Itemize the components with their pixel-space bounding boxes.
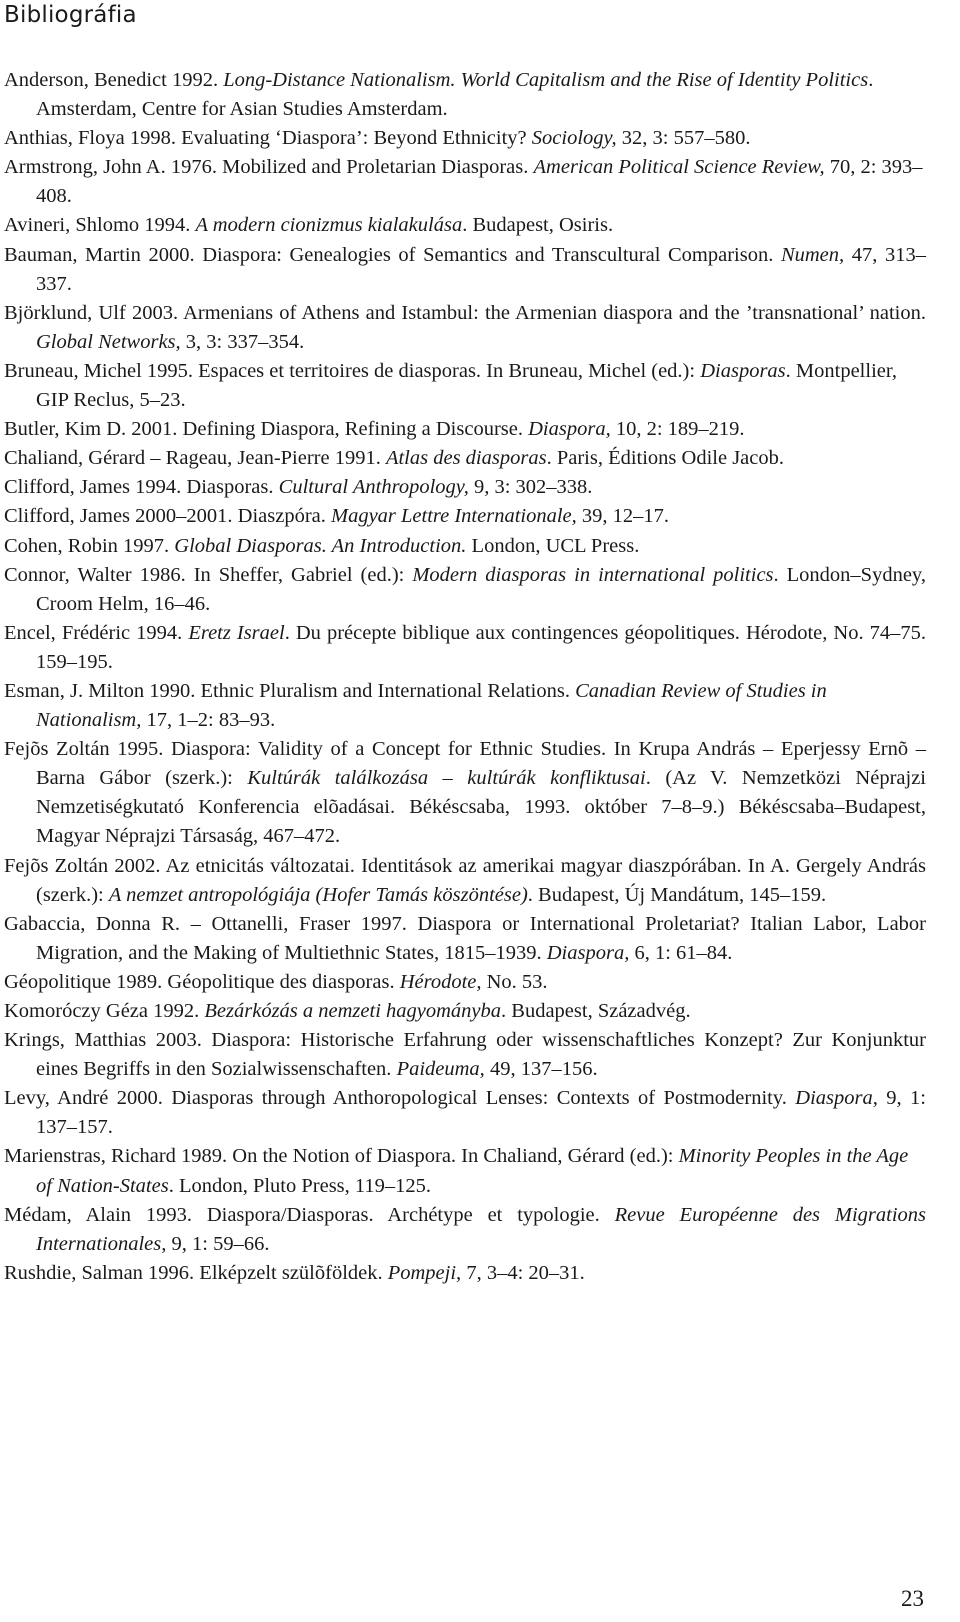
entry-details: 9, 1: 137–157. <box>36 1087 927 1139</box>
entry-title: Global Networks, <box>36 330 181 353</box>
entry-title: Canadian Review of Studies in Nationalism, <box>36 679 827 732</box>
entry-author: Krings, Matthias 2003. Diaspora: Historische Erfahrung oder wissenschaftliches Konzept? Zur Konjunktur eines Begriffs in den Sozialwissenschaften. <box>4 1029 926 1081</box>
bibliography-entry <box>4 1026 926 1084</box>
entry-author: Butler, Kim D. 2001. Defining Diaspora, Refining a Discourse. <box>4 418 529 441</box>
entry-author: Gabaccia, Donna R. – Ottanelli, Fraser 1997. Diaspora or International Proletariat? Italian Labor, Labor Migration, and the Making of Multiethnic States, 1815–1939. <box>4 912 926 964</box>
entry-details: 32, 3: 557–580. <box>616 127 751 150</box>
entry-author: Cohen, Robin 1997. <box>4 534 175 557</box>
entry-details: 39, 12–17. <box>576 505 670 528</box>
bibliography-entry <box>4 1259 926 1288</box>
bibliography-entry <box>4 473 926 502</box>
bibliography-entry <box>4 1142 926 1200</box>
entry-author: Encel, Frédéric 1994. <box>4 621 189 644</box>
entry-author: Björklund, Ulf 2003. Armenians of Athens and Istambul: the Armenian diaspora and the ’transnational’ nation. <box>4 301 926 324</box>
bibliography-entry <box>4 211 926 240</box>
entry-author: Esman, J. Milton 1990. Ethnic Pluralism and International Relations. <box>4 679 576 702</box>
bibliography-entry <box>4 357 926 415</box>
page-heading: Bibliográfia <box>4 2 137 28</box>
entry-details: . Budapest, Századvég. <box>501 1000 691 1022</box>
entry-author: Anthias, Floya 1998. Evaluating ‘Diaspora’: Beyond Ethnicity? <box>4 127 532 150</box>
bibliography-entry <box>4 1084 926 1142</box>
entry-title: Sociology, <box>531 127 617 150</box>
entry-author: Marienstras, Richard 1989. On the Notion of Diaspora. In Chaliand, Gérard (ed.): <box>4 1145 679 1168</box>
entry-details: London, UCL Press. <box>466 534 640 557</box>
entry-author: Fejõs Zoltán 1995. Diaspora: Validity of a Concept for Ethnic Studies. In Krupa András – Eperjessy Ernõ – Barna Gábor (szerk.): <box>4 738 926 790</box>
bibliography-entry <box>4 852 926 910</box>
bibliography-entry <box>4 502 926 531</box>
entry-title: Hérodote, <box>399 970 482 993</box>
bibliography-entry <box>4 299 926 357</box>
entry-author: Armstrong, John A. 1976. Mobilized and Proletarian Diasporas. <box>4 156 534 179</box>
bibliography-entry <box>4 735 926 851</box>
entry-details: 3, 3: 337–354. <box>180 330 305 353</box>
entry-details: . Paris, Éditions Odile Jacob. <box>546 447 785 470</box>
entry-title: A nemzet antropológiája (Hofer Tamás köszöntése) <box>108 883 528 906</box>
entry-author: Komoróczy Géza 1992. <box>4 1000 205 1022</box>
entry-details: . Budapest, Új Mandátum, 145–159. <box>527 883 827 906</box>
entry-author: Clifford, James 2000–2001. Diaszpóra. <box>4 505 331 528</box>
entry-author: Bauman, Martin 2000. Diaspora: Genealogies of Semantics and Transcultural Comparison. <box>4 243 781 266</box>
bibliography-entry <box>4 1201 926 1259</box>
entry-author: Fejõs Zoltán 2002. Az etnicitás változatai. Identitások az amerikai magyar diaszpórában. In A. Gergely András (szerk.): <box>4 854 926 906</box>
bibliography-entry <box>4 619 926 677</box>
entry-author: Géopolitique 1989. Géopolitique des diasporas. <box>4 970 400 993</box>
entry-title: Bezárkózás a nemzeti hagyományba <box>204 1000 502 1022</box>
entry-details: 49, 137–156. <box>484 1058 598 1081</box>
entry-author: Bruneau, Michel 1995. Espaces et territoires de diasporas. In Bruneau, Michel (ed.): <box>4 359 701 382</box>
entry-details: . Montpellier, GIP Reclus, 5–23. <box>36 359 897 412</box>
entry-title: American Political Science Review, <box>533 156 825 179</box>
entry-author: Rushdie, Salman 1996. Elképzelt szülõföldek. <box>4 1261 388 1284</box>
entry-title: Long-Distance Nationalism. World Capitalism and the Rise of Identity Politics <box>223 69 869 91</box>
entry-author: Avineri, Shlomo 1994. <box>4 214 196 237</box>
entry-title: Kultúrák találkozása – kultúrák konfliktusai <box>247 767 646 790</box>
entry-title: Diaspora, <box>546 941 630 964</box>
entry-details: No. 53. <box>481 970 548 993</box>
entry-title: Atlas des diasporas <box>385 447 547 470</box>
bibliography-entry <box>4 997 926 1026</box>
bibliography-entry <box>4 677 926 735</box>
bibliography-entry <box>4 444 926 473</box>
entry-details: 47, 313–337. <box>36 243 926 295</box>
entry-title: Diasporas <box>700 359 786 382</box>
entry-title: Numen, <box>780 243 845 266</box>
entry-details: 10, 2: 189–219. <box>610 418 745 441</box>
entry-title: Magyar Lettre Internationale, <box>331 505 577 528</box>
entry-details: 70, 2: 393–408. <box>36 156 923 208</box>
entry-title: A modern cionizmus kialakulása <box>195 214 463 237</box>
entry-details: . London–Sydney, Croom Helm, 16–46. <box>36 563 926 615</box>
entry-details: 9, 3: 302–338. <box>468 476 593 499</box>
bibliography-entry <box>4 241 926 299</box>
entry-author: Médam, Alain 1993. Diaspora/Diasporas. Archétype et typologie. <box>4 1203 615 1226</box>
entry-details: . London, Pluto Press, 119–125. <box>168 1174 432 1197</box>
entry-author: Chaliand, Gérard – Rageau, Jean-Pierre 1991. <box>4 447 386 470</box>
entry-title: Pompeji, <box>387 1261 462 1284</box>
bibliography-entry <box>4 66 926 124</box>
bibliography-entry <box>4 968 926 997</box>
entry-title: Cultural Anthropology, <box>278 476 469 499</box>
entry-title: Minority Peoples in the Age of Nation-States <box>36 1145 909 1197</box>
entry-author: Levy, André 2000. Diasporas through Anthoropological Lenses: Contexts of Postmodernity. <box>4 1087 796 1110</box>
entry-title: Global Diasporas. An Introduction. <box>174 534 467 557</box>
entry-title: Modern diasporas in international politics <box>412 563 774 586</box>
bibliography-list <box>4 66 926 1288</box>
page-number: 23 <box>901 1586 924 1611</box>
bibliography-entry <box>4 153 926 211</box>
entry-details: . Amsterdam, Centre for Asian Studies Amsterdam. <box>36 69 874 121</box>
entry-title: Diaspora, <box>528 418 611 441</box>
entry-author: Anderson, Benedict 1992. <box>4 69 224 91</box>
entry-details: . (Az V. Nemzetközi Néprajzi Nemzetiségkutató Konferencia elõadásai. Békéscsaba, 1993. október 7–8–9.) Békéscsaba–Budapest, Magyar Néprajzi Társaság, 467–472. <box>36 767 926 848</box>
bibliography-entry <box>4 415 926 444</box>
entry-details: 7, 3–4: 20–31. <box>461 1261 585 1284</box>
bibliography-entry <box>4 561 926 619</box>
entry-author: Clifford, James 1994. Diasporas. <box>4 476 279 499</box>
entry-title: Paideuma, <box>396 1058 485 1081</box>
entry-details: 6, 1: 61–84. <box>629 941 733 964</box>
entry-title: Diaspora, <box>795 1087 878 1110</box>
entry-author: Connor, Walter 1986. In Sheffer, Gabriel (ed.): <box>4 563 413 586</box>
entry-details: . Du précepte biblique aux contingences géopolitiques. Hérodote, No. 74–75. 159–195. <box>36 621 926 673</box>
bibliography-entry <box>4 124 926 153</box>
bibliography-entry <box>4 910 926 968</box>
entry-details: 9, 1: 59–66. <box>166 1232 270 1255</box>
entry-title: Revue Européenne des Migrations Internationales, <box>36 1203 926 1255</box>
entry-details: 17, 1–2: 83–93. <box>141 709 276 732</box>
bibliography-entry <box>4 532 926 561</box>
entry-details: . Budapest, Osiris. <box>462 214 614 237</box>
entry-title: Eretz Israel <box>188 621 285 644</box>
